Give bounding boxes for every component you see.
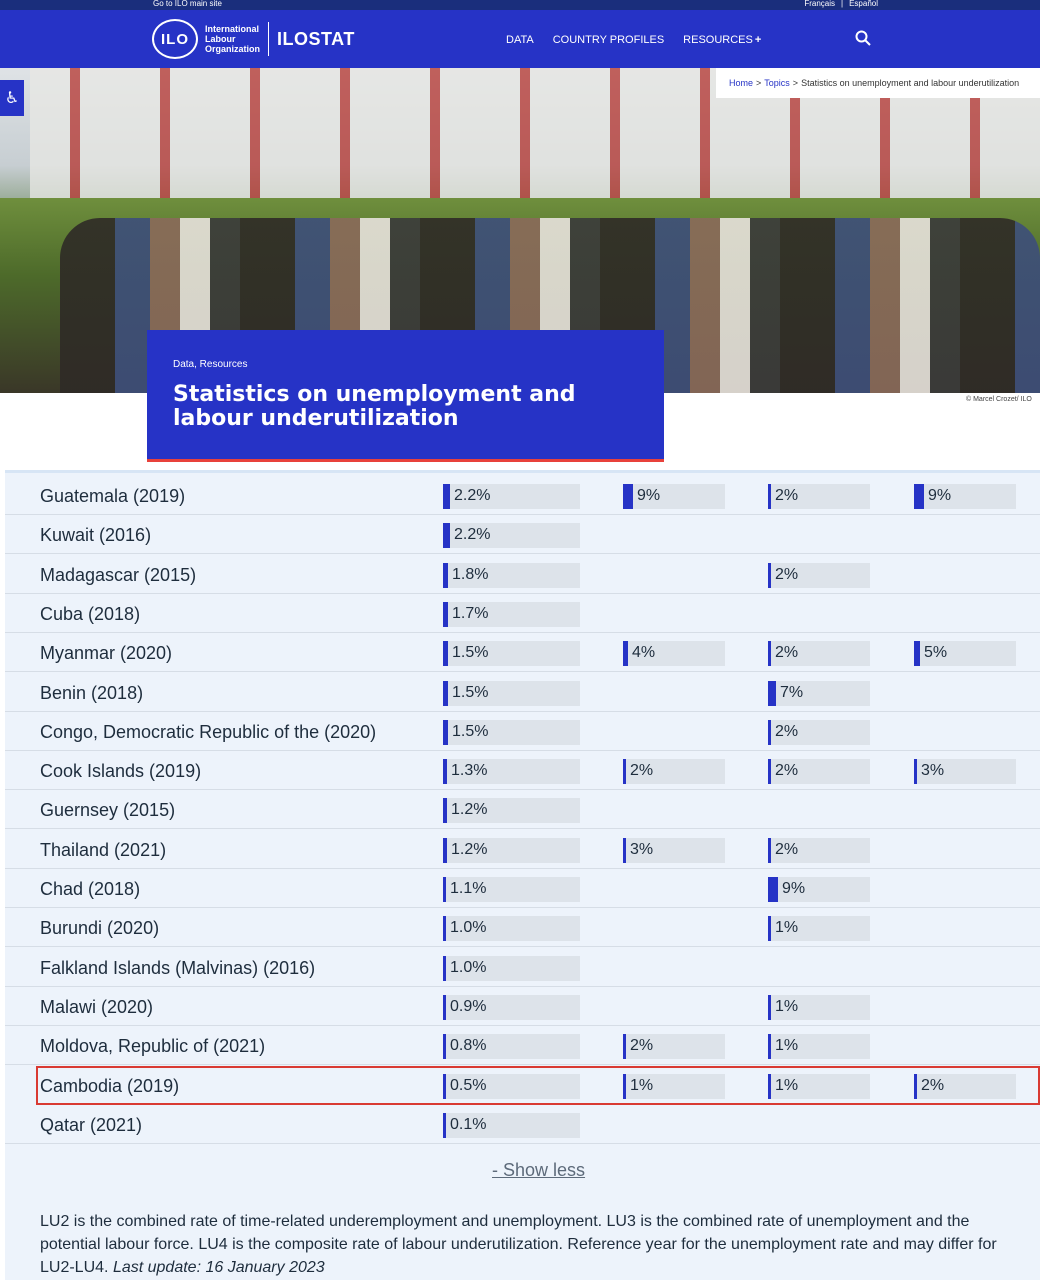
nav-data[interactable]: DATA (506, 34, 534, 46)
rate-value: 1.2% (451, 801, 488, 819)
rate-value: 3% (630, 840, 654, 858)
rate-value: 2% (775, 722, 799, 740)
rate-bar (768, 1074, 771, 1099)
rate-value: 1% (775, 1037, 799, 1055)
page-category: Data, Resources (173, 359, 248, 370)
country-name: Falkland Islands (Malvinas) (2016) (40, 957, 316, 978)
rate-value: 1% (630, 1076, 654, 1094)
table-row (5, 908, 1040, 947)
rate-cell-lu4 (914, 759, 1016, 784)
rate-cell-lu3 (768, 484, 870, 509)
rate-cell-lu2 (623, 759, 725, 784)
table-row (36, 1066, 1040, 1105)
country-name: Guatemala (2019) (40, 486, 186, 506)
rate-bar (914, 484, 924, 509)
rate-value: 4% (632, 644, 656, 662)
data-table (5, 470, 1040, 1280)
rate-cell-lu1 (443, 798, 580, 823)
logo-line-1: International (205, 24, 260, 34)
rate-cell-lu3 (768, 995, 870, 1020)
rate-bar (443, 1074, 446, 1099)
rate-value: 9% (782, 880, 806, 897)
rate-bar (443, 798, 447, 823)
country-name: Madagascar (2015) (40, 564, 197, 585)
rate-cell-lu1 (443, 1113, 580, 1138)
rate-cell-lu1 (443, 956, 580, 981)
breadcrumb-home[interactable]: Home (729, 78, 754, 88)
rate-value: 2% (775, 840, 799, 858)
logo-divider (268, 22, 269, 56)
rate-bar (768, 681, 776, 706)
ilo-logo-icon[interactable]: ILO (152, 19, 198, 59)
rate-bar (443, 1113, 446, 1138)
rate-value: 0.5% (450, 1076, 487, 1094)
rate-bar (768, 995, 771, 1020)
accessibility-button[interactable] (0, 80, 24, 116)
rate-cell-lu1 (443, 916, 580, 941)
rate-cell-lu3 (768, 720, 870, 745)
rate-cell-lu4 (914, 484, 1016, 509)
rate-cell-lu1 (443, 1034, 580, 1059)
rate-cell-lu3 (768, 563, 870, 588)
rate-bar (914, 641, 920, 666)
rate-bar (914, 759, 917, 784)
logo-line-2: Labour (205, 34, 236, 44)
rate-bar (768, 1034, 771, 1059)
rate-bar (443, 602, 448, 627)
rate-value: 1.8% (452, 565, 489, 583)
rate-cell-lu1 (443, 484, 580, 509)
ilo-main-site-link[interactable]: Go to ILO main site (153, 0, 222, 8)
rate-bar (623, 641, 628, 666)
rate-bar (623, 1074, 626, 1099)
rate-bar (443, 720, 448, 745)
brand-ilostat[interactable]: ILOSTAT (277, 29, 355, 49)
rate-bar (443, 916, 446, 941)
table-row (5, 594, 1040, 633)
rate-cell-lu1 (443, 759, 580, 784)
footnote-text: LU2 is the combined rate of time-related underemployment and unemployment. LU3 is the combined rate of unemployment and the potential labour force. LU4 is the composite rate of labour underutilization. Reference year for the unemployment rate and may differ for LU2-LU4. (40, 1213, 997, 1276)
rate-cell-lu1 (443, 1074, 580, 1099)
rate-bar (768, 916, 771, 941)
rate-value: 2% (775, 565, 799, 583)
rate-value: 0.8% (450, 1037, 487, 1055)
table-row (5, 712, 1040, 751)
country-name: Kuwait (2016) (40, 525, 152, 546)
rate-bar (768, 720, 771, 745)
lang-fr-link[interactable]: Français (804, 0, 835, 8)
rate-bar (623, 759, 626, 784)
rate-value: 9% (928, 487, 952, 504)
ilo-logo-text (205, 24, 260, 54)
rate-bar (443, 1034, 446, 1059)
rate-cell-lu3 (768, 641, 870, 666)
rate-value: 7% (780, 683, 804, 701)
rate-bar (443, 759, 447, 784)
rate-cell-lu3 (768, 759, 870, 784)
rate-cell-lu1 (443, 838, 580, 863)
rate-cell-lu3 (768, 1034, 870, 1059)
rate-cell-lu1 (443, 995, 580, 1020)
rate-bar (443, 681, 448, 706)
table-row (5, 633, 1040, 672)
rate-value: 1.2% (451, 840, 488, 858)
rate-cell-lu1 (443, 877, 580, 902)
country-name: Thailand (2021) (40, 839, 167, 860)
country-name: Guernsey (2015) (40, 800, 176, 821)
rate-bar (768, 838, 771, 863)
rate-value: 2% (775, 644, 799, 662)
table-row (5, 987, 1040, 1026)
rate-cell-lu1 (443, 563, 580, 588)
lang-es-link[interactable]: Español (849, 0, 878, 8)
search-icon (855, 30, 871, 46)
breadcrumb-current: Statistics on unemployment and labour underutilization (801, 78, 1020, 88)
rate-value: 0.1% (450, 1115, 487, 1133)
rate-cell-lu1 (443, 641, 580, 666)
rate-bar (914, 1074, 917, 1099)
nav-resources-label: RESOURCES (683, 34, 753, 46)
rate-bar (443, 838, 447, 863)
rate-bar (768, 641, 771, 666)
rate-cell-lu3 (768, 681, 870, 706)
rate-value: 9% (637, 487, 661, 504)
rate-value: 2% (630, 762, 654, 780)
rate-value: 2.2% (454, 526, 491, 544)
rate-bar (623, 838, 626, 863)
rate-value: 1.7% (452, 604, 489, 622)
nav-country-profiles[interactable]: COUNTRY PROFILES (552, 34, 665, 46)
table-row (5, 869, 1040, 908)
page-title: Statistics on unemployment and labour underutilization (173, 382, 576, 431)
rate-value: 1.5% (452, 683, 489, 701)
language-switcher: Français | Español (804, 0, 878, 8)
rate-bar (768, 759, 771, 784)
table-row (5, 790, 1040, 829)
rate-cell-lu1 (443, 720, 580, 745)
breadcrumb-topics[interactable]: Topics (764, 78, 790, 88)
logo-line-3: Organization (205, 44, 261, 54)
table-row (5, 515, 1040, 554)
rate-value: 2% (630, 1037, 654, 1055)
rate-value: 1.1% (450, 880, 487, 897)
rate-cell-lu3 (768, 916, 870, 941)
rate-bar (768, 484, 771, 509)
country-name: Benin (2018) (40, 682, 144, 703)
country-name: Cook Islands (2019) (40, 761, 202, 782)
table-row (5, 673, 1040, 712)
rate-value: 5% (924, 644, 948, 662)
breadcrumb-separator: > (756, 78, 762, 88)
rate-value: 1.0% (450, 919, 487, 937)
rate-cell-lu1 (443, 681, 580, 706)
rate-bar (443, 995, 446, 1020)
search-button[interactable] (855, 30, 873, 48)
rate-cell-lu1 (443, 523, 580, 548)
rate-value: 1% (775, 919, 799, 937)
footnote (40, 1210, 1030, 1279)
utility-bar (0, 0, 1040, 10)
show-less-link[interactable]: - Show less (492, 1160, 586, 1180)
table-row (5, 948, 1040, 987)
country-name: Qatar (2021) (40, 1114, 143, 1135)
rate-bar (443, 877, 446, 902)
rate-cell-lu2 (623, 1034, 725, 1059)
site-header (0, 10, 1040, 68)
breadcrumb-separator: > (792, 78, 799, 88)
accessibility-icon: ♿ (4, 90, 20, 107)
rate-cell-lu1 (443, 602, 580, 627)
country-name: Cambodia (2019) (40, 1075, 180, 1096)
rate-cell-lu2 (623, 838, 725, 863)
rate-value: 2% (775, 487, 799, 504)
rate-cell-lu2 (623, 641, 725, 666)
rate-value: 1.3% (451, 762, 488, 780)
rate-cell-lu3 (768, 877, 870, 902)
rate-cell-lu3 (768, 1074, 870, 1099)
rate-value: 2% (775, 762, 799, 780)
rate-bar (443, 484, 450, 509)
rate-cell-lu3 (768, 838, 870, 863)
photo-credit: © Marcel Crozet/ ILO (966, 396, 1032, 403)
page-title-card (147, 330, 664, 462)
rate-value: 1.0% (450, 958, 487, 976)
country-name: Congo, Democratic Republic of the (2020) (40, 721, 377, 742)
rate-cell-lu2 (623, 1074, 725, 1099)
rate-value: 1% (775, 1076, 799, 1094)
rate-bar (768, 563, 771, 588)
table-row (5, 1026, 1040, 1065)
rate-value: 1.5% (452, 644, 489, 662)
country-name: Burundi (2020) (40, 918, 160, 939)
rate-bar (443, 563, 448, 588)
rate-bar (443, 956, 446, 981)
rate-value: 3% (921, 762, 945, 780)
country-name: Cuba (2018) (40, 603, 141, 624)
main-nav (506, 34, 780, 46)
rate-value: 2.2% (454, 487, 491, 504)
table-row (5, 1105, 1040, 1144)
country-name: Chad (2018) (40, 879, 141, 899)
rate-bar (443, 523, 450, 548)
rate-cell-lu4 (914, 1074, 1016, 1099)
plus-icon: + (754, 34, 762, 46)
table-row (5, 476, 1040, 515)
table-row (5, 555, 1040, 594)
rate-cell-lu4 (914, 641, 1016, 666)
country-name: Moldova, Republic of (2021) (40, 1036, 266, 1057)
rate-cell-lu2 (623, 484, 725, 509)
rate-bar (623, 484, 633, 509)
rate-value: 1.5% (452, 722, 489, 740)
rate-bar (768, 877, 778, 902)
rate-bar (443, 641, 448, 666)
last-update: Last update: 16 January 2023 (112, 1259, 325, 1276)
table-row (5, 751, 1040, 790)
country-name: Malawi (2020) (40, 996, 154, 1017)
rate-value: 0.9% (450, 997, 487, 1015)
country-name: Myanmar (2020) (40, 643, 173, 664)
nav-resources[interactable] (683, 34, 761, 46)
rate-bar (623, 1034, 626, 1059)
table-row (5, 830, 1040, 869)
breadcrumb (716, 68, 1040, 98)
rate-value: 1% (775, 997, 799, 1015)
rate-value: 2% (921, 1076, 945, 1094)
